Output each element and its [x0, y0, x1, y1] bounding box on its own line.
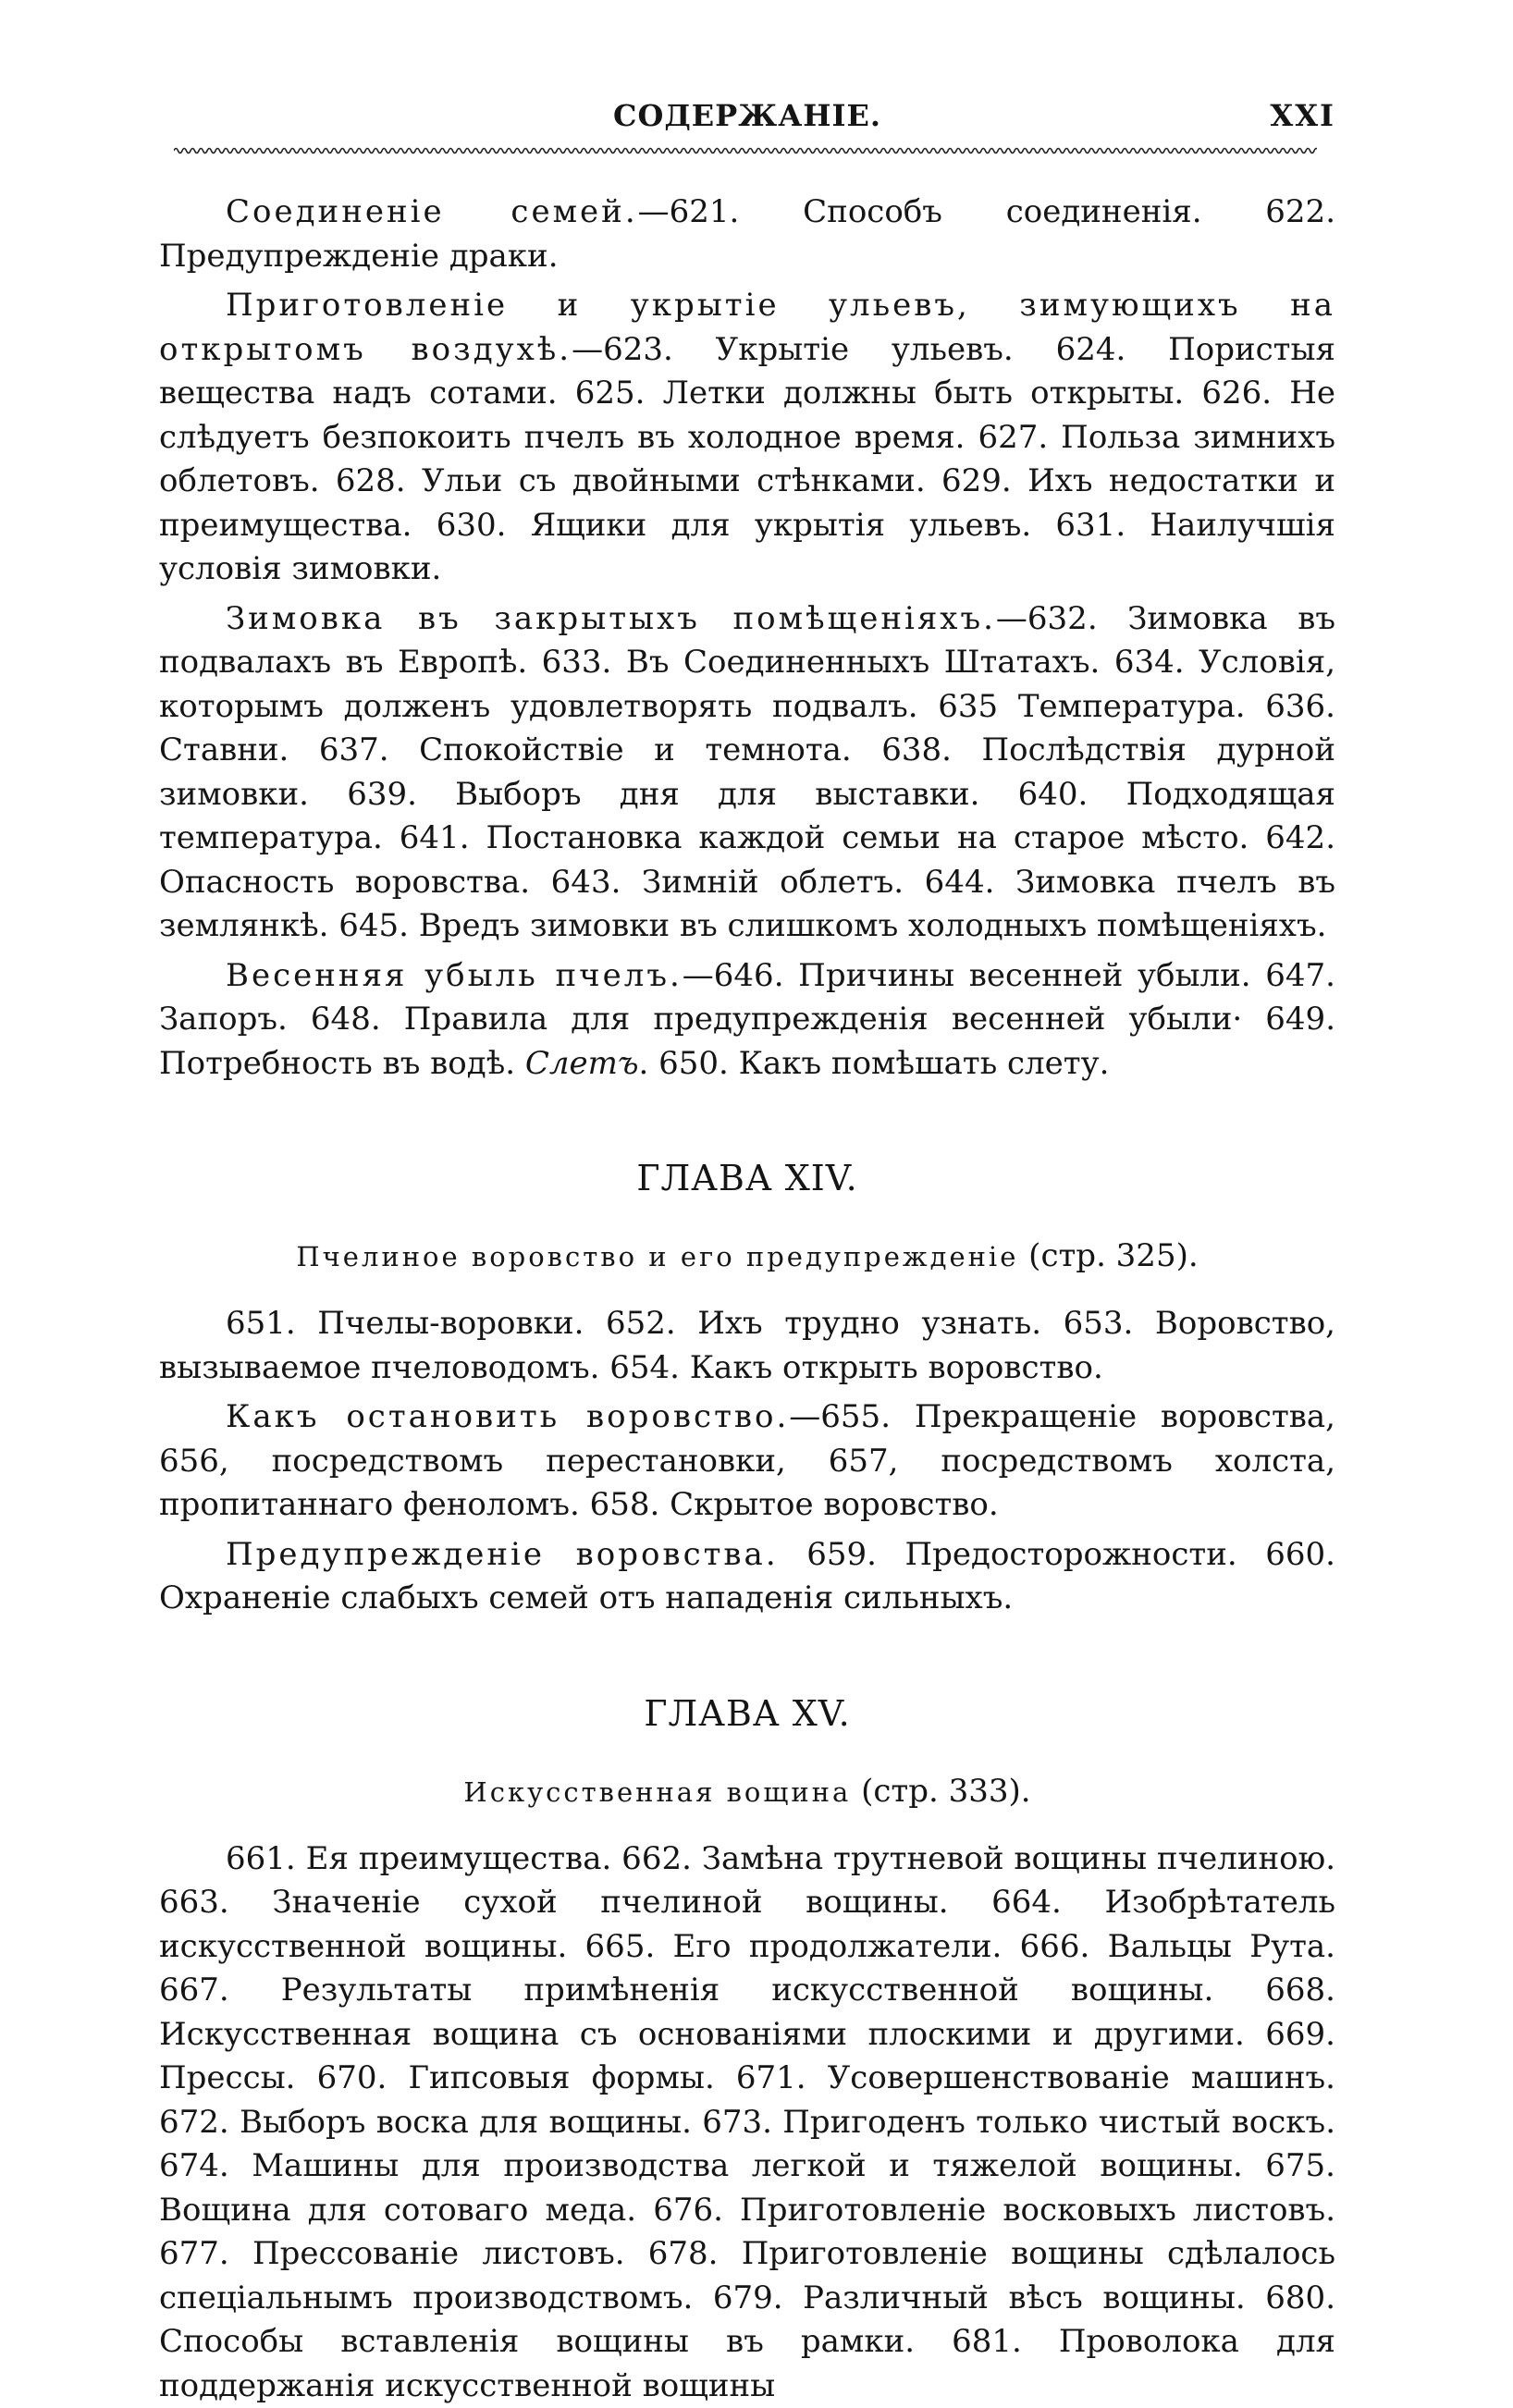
toc-lead: Весенняя убыль пчелъ.	[226, 957, 683, 994]
toc-text: 651. Пчелы-воровки. 652. Ихъ трудно узнать. 653. Воровство, вызываемое пчеловодомъ. 654. Какъ открыть воровство.	[159, 1305, 1335, 1386]
toc-text: —621. Способъ соединенія. 622. Предупрежденіе драки.	[159, 193, 1335, 275]
chapter-subtitle-title: Искусственная вощина	[463, 1776, 851, 1808]
running-head	[159, 89, 1335, 144]
chapter-subtitle-title: Пчелиное воровство и его предупрежденіе	[296, 1241, 1018, 1272]
toc-lead: Приготовленіе и укрытіе ульевъ, зимующихъ на открытомъ воздухѣ.	[159, 287, 1335, 368]
table-of-contents	[159, 144, 1335, 2408]
toc-paragraph	[159, 954, 1335, 1087]
chapter-subtitle-page: (стр. 333).	[851, 1773, 1030, 1810]
document-page	[159, 89, 1335, 2408]
toc-italic-term: Слетъ	[525, 1045, 639, 1082]
chapter-heading: ГЛАВА XIV.	[159, 1158, 1335, 1198]
toc-paragraph	[159, 1837, 1335, 2408]
toc-lead: Какъ остановить воровство.	[226, 1398, 789, 1435]
toc-paragraph	[159, 597, 1335, 949]
toc-text: 659. Предосторожности. 660. Охраненіе слабыхъ семей отъ нападенія сильныхъ.	[159, 1536, 1335, 1617]
toc-paragraph	[159, 190, 1335, 278]
toc-lead: Предупрежденіе воровства.	[226, 1536, 779, 1573]
chapter-subtitle-page: (стр. 325).	[1018, 1237, 1198, 1274]
toc-paragraph	[159, 1302, 1335, 1390]
toc-paragraph	[159, 1395, 1335, 1528]
chapter-subtitle	[159, 1237, 1335, 1274]
toc-text: —646. Причины весенней убыли. 647. Запоръ. 648. Правила для предупрежденія весенней убыли· 649. Потребность въ водѣ.	[159, 957, 1335, 1082]
toc-text: —655. Прекращеніе воровства, 656, посредствомъ перестановки, 657, посредствомъ холста, пропитаннаго феноломъ. 658. Скрытое воровство.	[159, 1398, 1335, 1523]
chapter-subtitle	[159, 1773, 1335, 1810]
wavy-rule-divider	[174, 144, 1317, 157]
toc-lead: Соединеніе семей.	[226, 193, 638, 230]
toc-paragraph	[159, 1533, 1335, 1621]
toc-text: —623. Укрытіе ульевъ. 624. Пористыя вещества надъ сотами. 625. Летки должны быть открыты. 626. Не слѣдуетъ безпокоить пчелъ въ холодное время. 627. Польза зимнихъ облетовъ. 628. Ульи съ двойными стѣнками. 629. Ихъ недостатки и преимущества. 630. Ящики для укрытія ульевъ. 631. Наилучшія условія зимовки.	[159, 331, 1335, 588]
chapter-heading: ГЛАВА XV.	[159, 1693, 1335, 1734]
toc-lead: Зимовка въ закрытыхъ помѣщеніяхъ.	[226, 600, 996, 637]
toc-paragraph	[159, 284, 1335, 592]
toc-text: . 650. Какъ помѣшать слету.	[639, 1045, 1110, 1082]
toc-text: 661. Ея преимущества. 662. Замѣна трутневой вощины пчелиною. 663. Значеніе сухой пчелиной вощины. 664. Изобрѣтатель искусственной вощины. 665. Его продолжатели. 666. Вальцы Рута. 667. Результаты примѣненія искусственной вощины. 668. Искусственная вощина съ основаніями плоскими и другими. 669. Прессы. 670. Гипсовыя формы. 671. Усовершенствованіе машинъ. 672. Выборъ воска для вощины. 673. Пригоденъ только чистый воскъ. 674. Машины для производства легкой и тяжелой вощины. 675. Вощина для сотоваго меда. 676. Приготовленіе восковыхъ листовъ. 677. Прессованіе листовъ. 678. Приготовленіе вощины сдѣлалось спеціальнымъ производствомъ. 679. Различный вѣсъ вощины. 680. Способы вставленія вощины въ рамки. 681. Проволока для поддержанія искусственной вощины	[159, 1840, 1335, 2404]
running-title: СОДЕРЖАНІЕ.	[159, 98, 1335, 133]
toc-text: —632. Зимовка въ подвалахъ въ Европѣ. 633. Въ Соединенныхъ Штатахъ. 634. Условія, которымъ долженъ удовлетворять подвалъ. 635 Температура. 636. Ставни. 637. Спокойствіе и темнота. 638. Послѣдствія дурной зимовки. 639. Выборъ дня для выставки. 640. Подходящая температура. 641. Постановка каждой семьи на старое мѣсто. 642. Опасность воровства. 643. Зимній облетъ. 644. Зимовка пчелъ въ землянкѣ. 645. Вредъ зимовки въ слишкомъ холодныхъ помѣщеніяхъ.	[159, 600, 1335, 945]
page-number: XXI	[1270, 98, 1335, 133]
